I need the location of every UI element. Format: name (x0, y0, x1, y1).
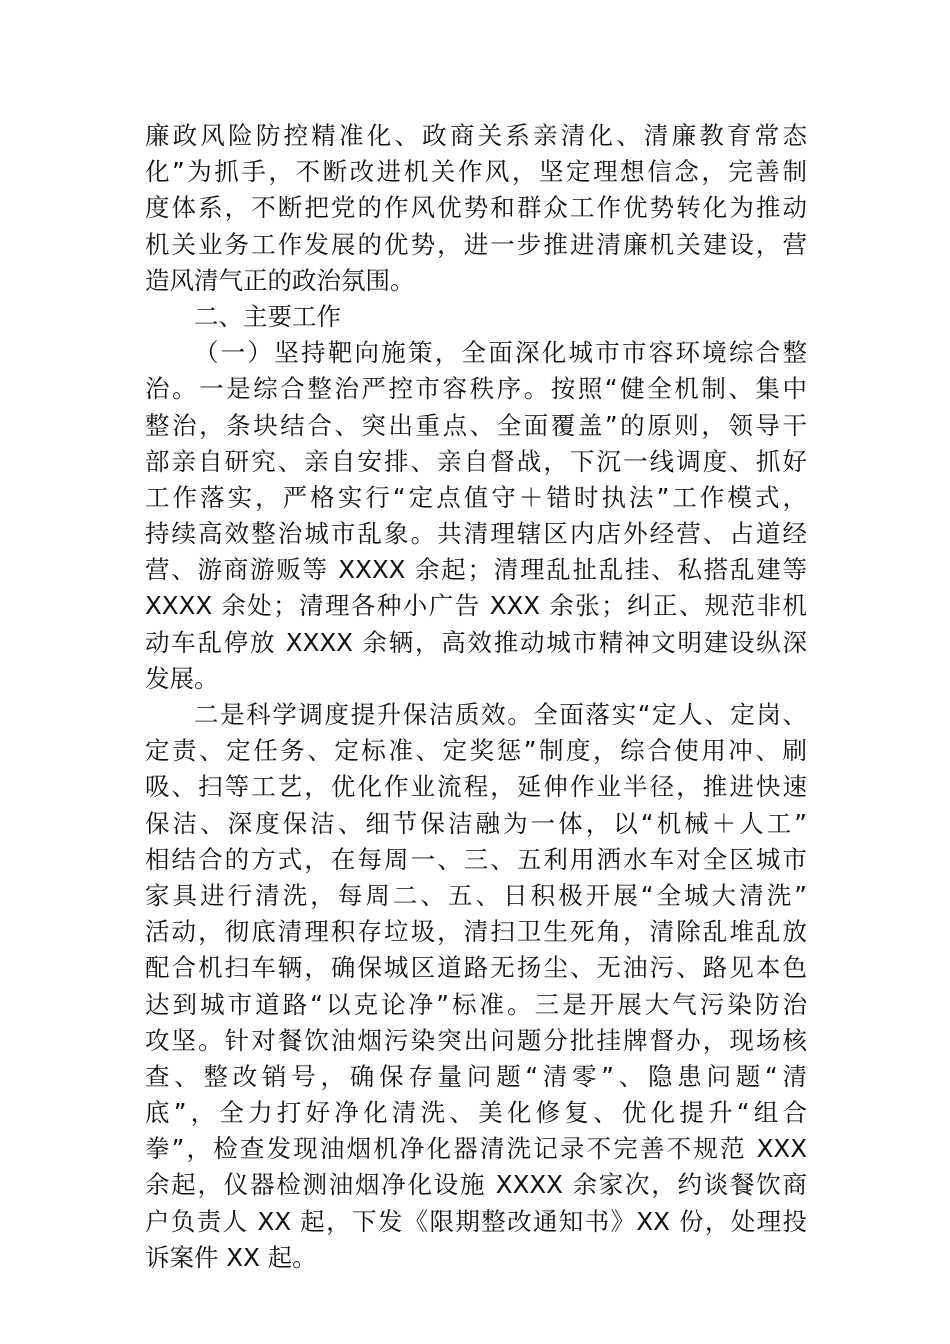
text-line: 部亲自研究、亲自安排、亲自督战，下沉一线调度、抓好 (145, 446, 807, 476)
text-line: 动车乱停放 XXXX 余辆，高效推动城市精神文明建设纵深 (145, 627, 807, 657)
paragraph-cleaning-quality (145, 697, 807, 1276)
text-line: 家具进行清洗，每周二、五、日积极开展“全城大清洗” (145, 880, 807, 910)
text-line: 工作落实，严格实行“定点值守＋错时执法”工作模式， (145, 482, 807, 512)
text-line: 机关业务工作发展的优势，进一步推进清廉机关建设，营 (145, 229, 807, 259)
text-line: 活动，彻底清理积存垃圾，清扫卫生死角，清除乱堆乱放 (145, 917, 807, 947)
text-line: 营、游商游贩等 XXXX 余起；清理乱扯乱挂、私搭乱建等 (145, 555, 807, 585)
text-line: 达到城市道路“以克论净”标准。三是开展大气污染防治 (145, 989, 807, 1019)
text-line: 查、整改销号，确保存量问题“清零”、隐患问题“清 (145, 1061, 807, 1091)
text-line: 定责、定任务、定标准、定奖惩”制度，综合使用冲、刷 (145, 736, 807, 766)
text-line: 度体系，不断把党的作风优势和群众工作优势转化为推动 (145, 193, 807, 223)
intro-paragraph (145, 118, 807, 299)
text-line: 配合机扫车辆，确保城区道路无扬尘、无油污、路见本色 (145, 953, 807, 983)
text-line: 造风清气正的政治氛围。 (145, 265, 415, 295)
text-line: 发展。 (145, 663, 219, 693)
text-line: 化”为抓手，不断改进机关作风，坚定理想信念，完善制 (145, 157, 807, 187)
section-heading: 二、主要工作 (194, 301, 341, 331)
text-line: XXXX 余处；清理各种小广告 XXX 余张；纠正、规范非机 (145, 591, 807, 621)
text-line: 拳”，检查发现油烟机净化器清洗记录不完善不规范 XXX (145, 1134, 807, 1164)
text-line: 二是科学调度提升保洁质效。全面落实“定人、定岗、 (194, 700, 807, 729)
text-line: 底”，全力打好净化清洗、美化修复、优化提升“组合 (145, 1098, 807, 1128)
text-line: 诉案件 XX 起。 (145, 1242, 317, 1272)
text-line: 保洁、深度保洁、细节保洁融为一体，以“机械＋人工” (145, 808, 807, 838)
text-line: 廉政风险防控精准化、政商关系亲清化、清廉教育常态 (145, 121, 807, 150)
text-line: 治。一是综合整治严控市容秩序。按照“健全机制、集中 (145, 374, 807, 404)
text-line: （一）坚持靶向施策，全面深化城市市容环境综合整 (194, 338, 807, 368)
text-line: 户负责人 XX 起，下发《限期整改通知书》XX 份，处理投 (145, 1206, 807, 1236)
paragraph-comprehensive-rectification (145, 335, 807, 697)
text-line: 相结合的方式，在每周一、三、五利用洒水车对全区城市 (145, 844, 807, 874)
text-line: 整治，条块结合、突出重点、全面覆盖”的原则，领导干 (145, 410, 807, 440)
document-body (145, 118, 807, 1276)
text-line: 持续高效整治城市乱象。共清理辖区内店外经营、占道经 (145, 519, 807, 549)
text-line: 余起，仪器检测油烟净化设施 XXXX 余家次，约谈餐饮商 (145, 1170, 807, 1200)
text-line: 攻坚。针对餐饮油烟污染突出问题分批挂牌督办，现场核 (145, 1025, 807, 1055)
text-line: 吸、扫等工艺，优化作业流程，延伸作业半径，推进快速 (145, 772, 807, 802)
